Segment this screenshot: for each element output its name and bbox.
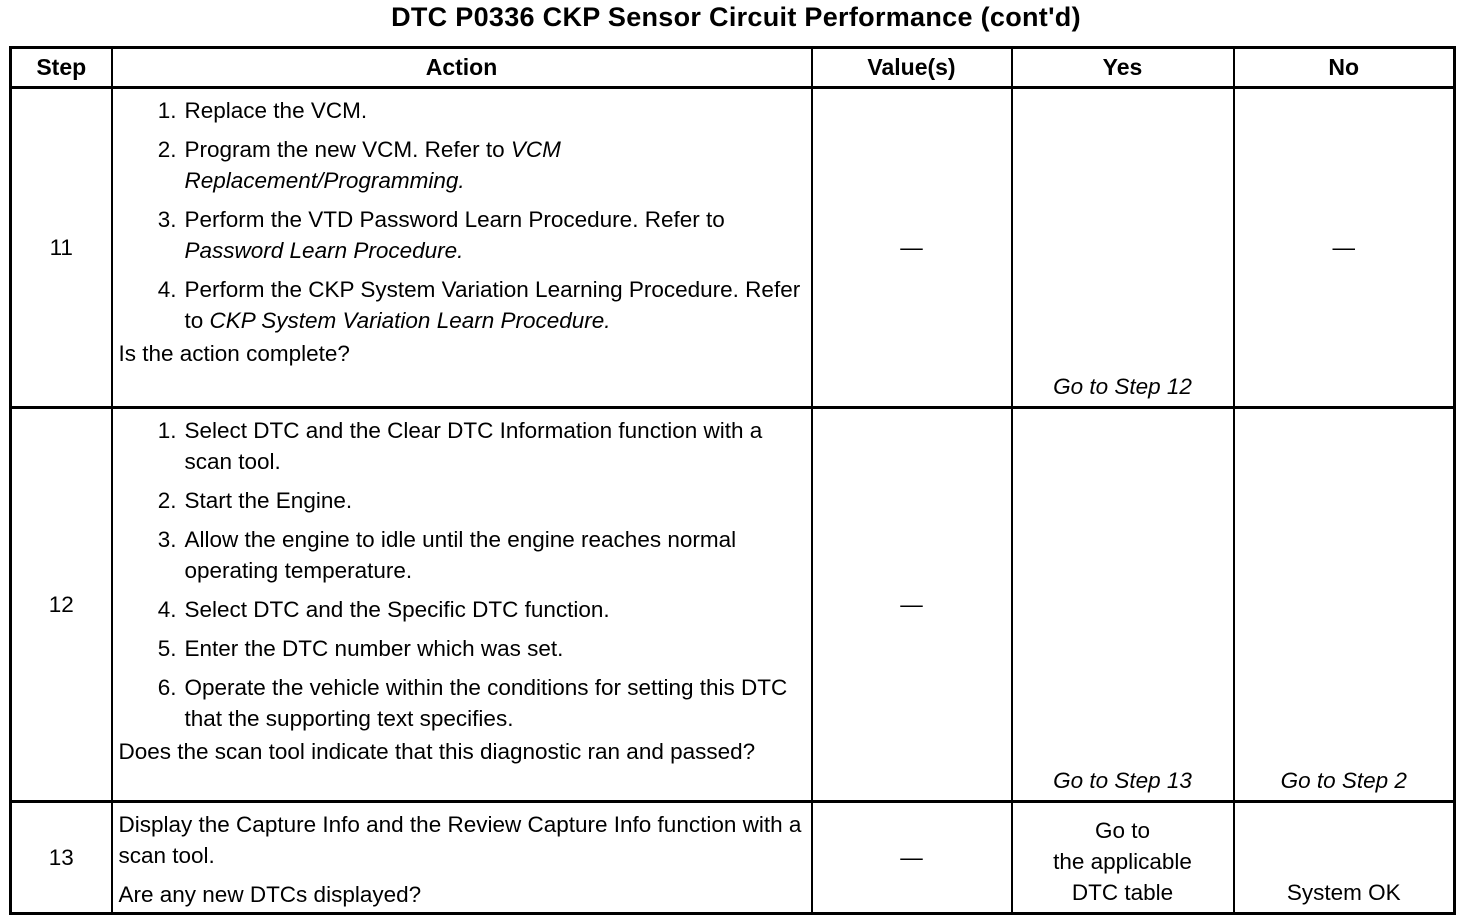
action-cell bbox=[112, 408, 812, 802]
no-target: System OK bbox=[1286, 880, 1401, 905]
item-text: Start the Engine. bbox=[184, 488, 353, 513]
item-number: 2. bbox=[157, 137, 177, 162]
item-reference: CKP System Variation Learn Procedure. bbox=[209, 308, 611, 333]
item-text: Select DTC and the Specific DTC function. bbox=[184, 597, 610, 622]
item-number: 4. bbox=[157, 277, 177, 302]
header-action: Action bbox=[112, 48, 812, 88]
item-text: Operate the vehicle within the conditions for setting this DTC that the supporting text specifies. bbox=[184, 675, 788, 731]
step-number: 13 bbox=[11, 802, 112, 914]
yes-target: Go to Step 12 bbox=[1053, 374, 1192, 399]
list-item bbox=[157, 672, 805, 734]
yes-target-line: Go to bbox=[1094, 818, 1151, 843]
item-text: Perform the CKP System Variation Learning Procedure. Refer to bbox=[184, 277, 801, 333]
yes-cell bbox=[1012, 408, 1234, 802]
item-text: Program the new VCM. Refer to bbox=[184, 137, 511, 162]
list-item bbox=[157, 95, 805, 126]
action-cell bbox=[112, 802, 812, 914]
value-cell: — bbox=[812, 408, 1012, 802]
header-values: Value(s) bbox=[812, 48, 1012, 88]
table-row bbox=[11, 88, 1455, 408]
list-item bbox=[157, 633, 805, 664]
item-reference: Password Learn Procedure. bbox=[184, 238, 464, 263]
header-row bbox=[11, 48, 1455, 88]
item-text: Replace the VCM. bbox=[184, 98, 368, 123]
no-cell bbox=[1234, 408, 1455, 802]
item-reference: VCM Replacement/Programming. bbox=[184, 137, 561, 193]
no-cell bbox=[1234, 802, 1455, 914]
yes-target-line: DTC table bbox=[1071, 880, 1174, 905]
list-item bbox=[157, 524, 805, 586]
step-number: 11 bbox=[11, 88, 112, 408]
item-number: 2. bbox=[157, 488, 177, 513]
yes-cell bbox=[1012, 88, 1234, 408]
no-target: — bbox=[1332, 235, 1355, 260]
yes-cell bbox=[1012, 802, 1234, 914]
value-cell: — bbox=[812, 88, 1012, 408]
item-number: 1. bbox=[157, 418, 177, 443]
item-number: 3. bbox=[157, 527, 177, 552]
item-text: Allow the engine to idle until the engine reaches normal operating temperature. bbox=[184, 527, 737, 583]
no-cell bbox=[1234, 88, 1455, 408]
yes-target-line: the applicable bbox=[1053, 849, 1192, 874]
action-list bbox=[119, 95, 805, 336]
action-question: Is the action complete? bbox=[118, 341, 350, 366]
action-question: Does the scan tool indicate that this diagnostic ran and passed? bbox=[118, 739, 756, 764]
action-text: Display the Capture Info and the Review Capture Info function with a scan tool. bbox=[118, 812, 802, 868]
table-row bbox=[11, 802, 1455, 914]
diagnostic-table bbox=[9, 46, 1456, 915]
table-row bbox=[11, 408, 1455, 802]
header-step: Step bbox=[11, 48, 112, 88]
step-number: 12 bbox=[11, 408, 112, 802]
item-text: Enter the DTC number which was set. bbox=[184, 636, 564, 661]
item-text: Perform the VTD Password Learn Procedure. Refer to bbox=[184, 207, 725, 232]
item-number: 3. bbox=[157, 207, 177, 232]
item-number: 5. bbox=[157, 636, 177, 661]
action-question: Are any new DTCs displayed? bbox=[118, 882, 422, 907]
header-yes: Yes bbox=[1012, 48, 1234, 88]
yes-target: Go to Step 13 bbox=[1053, 768, 1192, 793]
list-item bbox=[157, 204, 805, 266]
list-item bbox=[157, 415, 805, 477]
list-item bbox=[157, 594, 805, 625]
header-no: No bbox=[1234, 48, 1455, 88]
action-cell bbox=[112, 88, 812, 408]
list-item bbox=[157, 134, 805, 196]
list-item bbox=[157, 274, 805, 336]
list-item bbox=[157, 485, 805, 516]
item-number: 6. bbox=[157, 675, 177, 700]
item-number: 1. bbox=[157, 98, 177, 123]
item-text: Select DTC and the Clear DTC Information function with a scan tool. bbox=[184, 418, 763, 474]
value-cell: — bbox=[812, 802, 1012, 914]
no-target: Go to Step 2 bbox=[1280, 768, 1407, 793]
item-number: 4. bbox=[157, 597, 177, 622]
action-list bbox=[119, 415, 805, 734]
page-title: DTC P0336 CKP Sensor Circuit Performance (cont'd) bbox=[391, 2, 1081, 32]
